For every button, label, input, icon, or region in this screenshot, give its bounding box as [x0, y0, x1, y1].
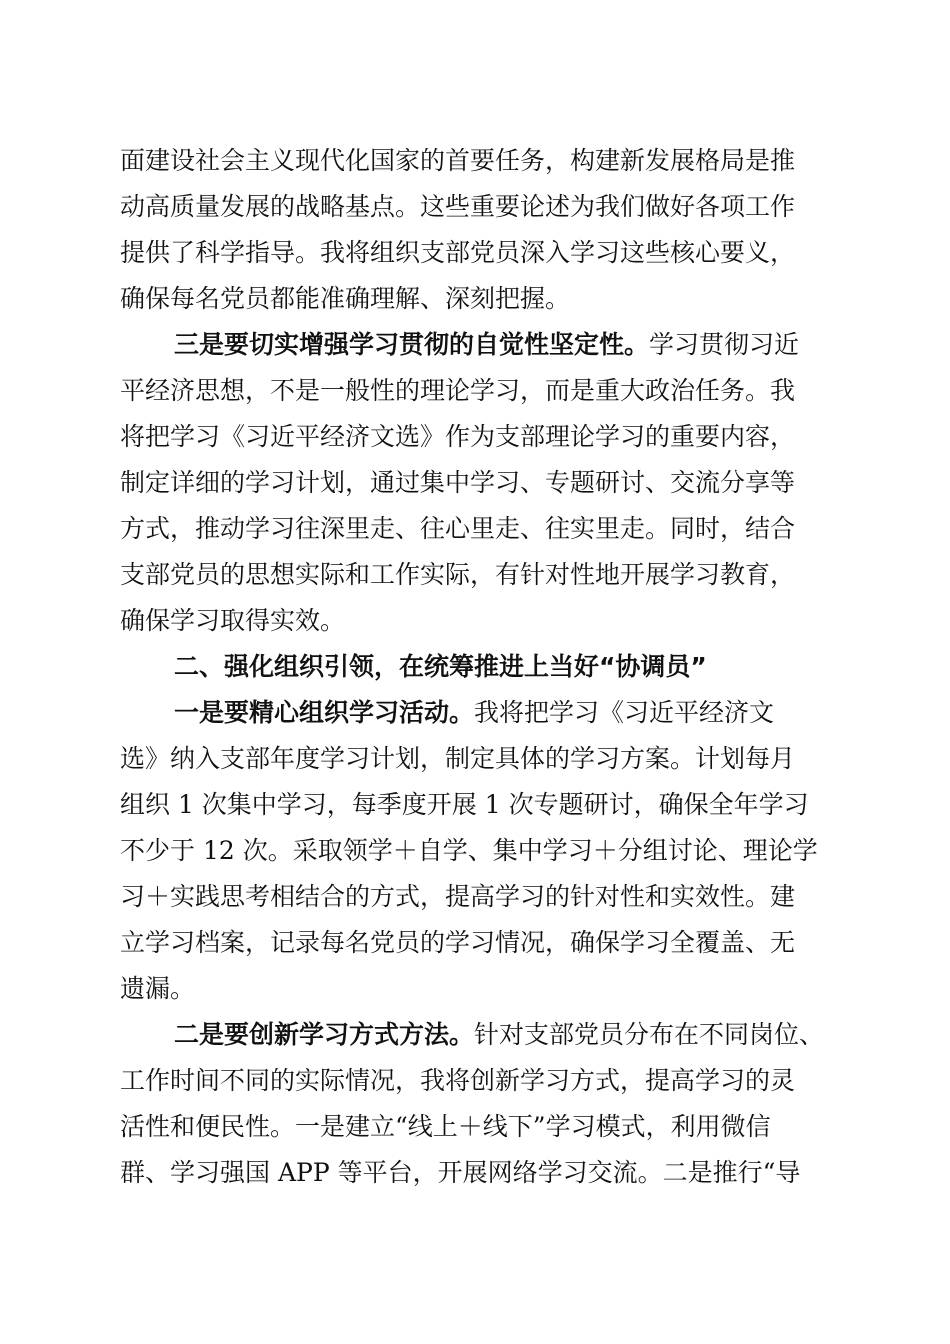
body-text-line: 活性和便民性。一是建立“线上＋线下”学习模式，利用微信: [120, 1112, 771, 1141]
body-text: 我将把学习《习近平经济文: [474, 698, 775, 727]
paragraph-lead: 三是要切实增强学习贯彻的自觉性坚定性。: [174, 330, 650, 359]
section-heading: [174, 647, 707, 687]
body-text-line: 面建设社会主义现代化国家的首要任务，构建新发展格局是推: [120, 146, 796, 175]
body-text: 针对支部党员分布在不同岗位、: [474, 1020, 825, 1049]
body-text-line: 工作时间不同的实际情况，我将创新学习方式，提高学习的灵: [120, 1066, 796, 1095]
body-text-line: 支部党员的思想实际和工作实际，有针对性地开展学习教育，: [120, 560, 796, 589]
paragraph-first-line: [174, 1015, 824, 1055]
body-text-line: 动高质量发展的战略基点。这些重要论述为我们做好各项工作: [120, 192, 796, 221]
body-text-line: 选》纳入支部年度学习计划，制定具体的学习方案。计划每月: [120, 744, 796, 773]
body-text-line: 组织 1 次集中学习，每季度开展 1 次专题研讨，确保全年学习: [120, 790, 809, 819]
body-text-line: 确保学习取得实效。: [120, 606, 346, 635]
paragraph-first-line: [174, 693, 774, 733]
body-text-line: 群、学习强国 APP 等平台，开展网络学习交流。二是推行“导: [120, 1158, 801, 1187]
body-text: 学习贯彻习近: [649, 330, 800, 359]
body-text-line: 不少于 12 次。采取领学＋自学、集中学习＋分组讨论、理论学: [120, 836, 818, 865]
section-heading-text: 二、强化组织引领，在统筹推进上当好“协调员”: [174, 652, 707, 681]
paragraph-first-line: [174, 325, 799, 365]
paragraph-lead: 一是要精心组织学习活动。: [174, 698, 475, 727]
body-text-line: 遗漏。: [120, 974, 196, 1003]
body-text-line: 确保每名党员都能准确理解、深刻把握。: [120, 284, 571, 313]
body-text-line: 平经济思想，不是一般性的理论学习，而是重大政治任务。我: [120, 376, 796, 405]
body-text-line: 将把学习《习近平经济文选》作为支部理论学习的重要内容，: [120, 422, 796, 451]
body-text-line: 提供了科学指导。我将组织支部党员深入学习这些核心要义，: [120, 238, 796, 267]
paragraph-lead: 二是要创新学习方式方法。: [174, 1020, 475, 1049]
body-text-line: 习＋实践思考相结合的方式，提高学习的针对性和实效性。建: [120, 882, 796, 911]
body-text-line: 制定详细的学习计划，通过集中学习、专题研讨、交流分享等: [120, 468, 796, 497]
body-text-line: 方式，推动学习往深里走、往心里走、往实里走。同时，结合: [120, 514, 796, 543]
body-text-line: 立学习档案，记录每名党员的学习情况，确保学习全覆盖、无: [120, 928, 796, 957]
